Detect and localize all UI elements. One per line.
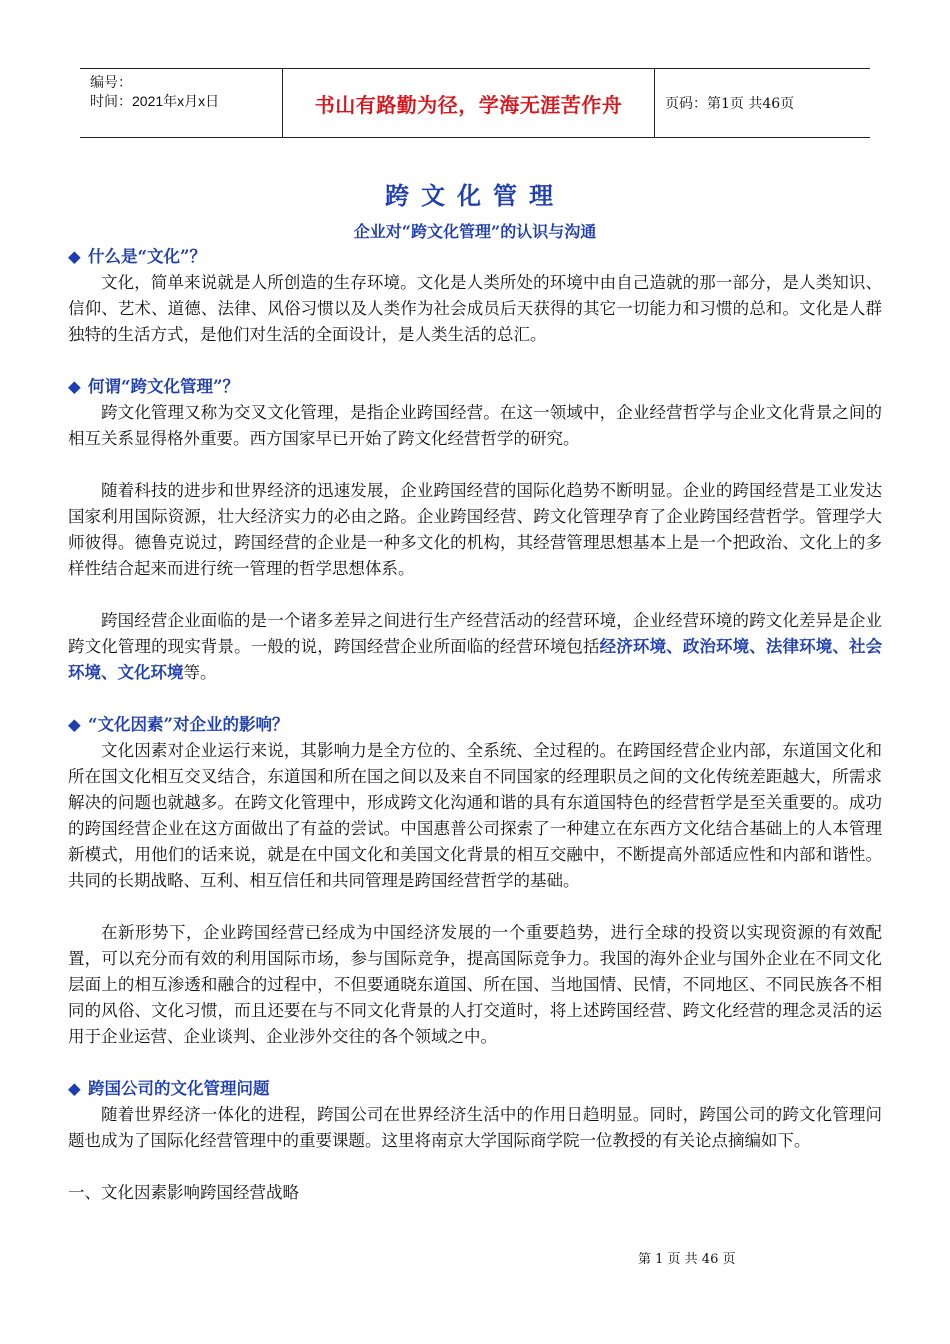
- time-label: 时间：2021年x月x日: [90, 93, 220, 109]
- diamond-bullet-icon: ◆: [68, 715, 81, 734]
- separator: 、: [832, 637, 849, 656]
- header-motto-cell: [282, 69, 655, 137]
- separator: 、: [101, 663, 118, 682]
- document-title: 跨文化管理: [385, 181, 565, 210]
- highlight-term: 社会环境: [68, 637, 883, 682]
- paragraph: 随着世界经济一体化的进程，跨国公司在世界经济生活中的作用日趋明显。同时，跨国公司的跨文化管理问题也成为了国际化经营管理中的重要课题。这里将南京大学国际商学院一位教授的有关论点摘编如下。: [68, 1105, 882, 1150]
- paragraph: 随着科技的进步和世界经济的迅速发展，企业跨国经营的国际化趋势不断明显。企业的跨国经营是工业发达国家利用国际资源，壮大经济实力的必由之路。企业跨国经营、跨文化管理孕育了企业跨国经营哲学。管理学大师彼得。德鲁克说过，跨国经营的企业是一种多文化的机构，其经营管理思想基本上是一个把政治、文化上的多样性结合起来而进行统一管理的哲学思想体系。: [68, 481, 882, 578]
- section-heading-3: [68, 712, 882, 738]
- highlight-term: 文化环境: [117, 663, 184, 682]
- section-heading-text: 什么是“文化”？: [88, 247, 206, 266]
- subsection-heading: 一、文化因素影响跨国经营战略: [68, 1183, 299, 1202]
- paragraph: 跨文化管理又称为交叉文化管理，是指企业跨国经营。在这一领域中，企业经营哲学与企业文化背景之间的相互关系显得格外重要。西方国家早已开始了跨文化经营哲学的研究。: [68, 403, 882, 448]
- paragraph-text: 跨国经营企业面临的是一个诸多差异之间进行生产经营活动的经营环境，企业经营环境的跨文化差异是企业跨文化管理的现实背景。一般的说，跨国经营企业所面临的经营环境包括: [68, 611, 882, 656]
- diamond-bullet-icon: ◆: [68, 1079, 81, 1098]
- highlight-term: 政治环境: [682, 637, 750, 656]
- header-page-cell: [655, 69, 870, 137]
- section-heading-2: [68, 374, 882, 400]
- page-footer: 第 1 页 共 46 页: [638, 1252, 736, 1267]
- diamond-bullet-icon: ◆: [68, 377, 81, 396]
- paragraph: 文化，简单来说就是人所创造的生存环境。文化是人类所处的环境中由自己造就的那一部分，是人类知识、信仰、艺术、道德、法律、风俗习惯以及人类作为社会成员后天获得的其它一切能力和习惯的总和。文化是人群独特的生活方式，是他们对生活的全面设计，是人类生活的总汇。: [68, 273, 882, 344]
- section-heading-1: [68, 244, 882, 270]
- paragraph-text: 等。: [183, 663, 217, 682]
- section-heading-text: 跨国公司的文化管理问题: [88, 1079, 270, 1098]
- section-heading-text: “文化因素”对企业的影响？: [88, 715, 289, 734]
- highlight-term: 经济环境: [599, 637, 667, 656]
- page-label: 页码：第1页 共46页: [665, 96, 795, 112]
- separator: 、: [666, 637, 683, 656]
- number-label: 编号：: [90, 74, 132, 90]
- document-subtitle: 企业对“跨文化管理”的认识与沟通: [353, 222, 597, 241]
- separator: 、: [749, 637, 766, 656]
- section-heading-text: 何谓“跨文化管理”？: [88, 377, 239, 396]
- header-meta: [80, 69, 282, 137]
- header-table: [80, 68, 870, 138]
- highlight-term: 法律环境: [765, 637, 833, 656]
- section-heading-4: [68, 1076, 882, 1102]
- diamond-bullet-icon: ◆: [68, 247, 81, 266]
- paragraph: 在新形势下，企业跨国经营已经成为中国经济发展的一个重要趋势，进行全球的投资以实现资源的有效配置，可以充分而有效的利用国际市场，参与国际竞争，提高国际竞争力。我国的海外企业与国外企业在不同文化层面上的相互渗透和融合的过程中，不但要通晓东道国、所在国、当地国情、民情，不同地区、不同民族各不相同的风俗、文化习惯，而且还要在与不同文化背景的人打交道时，将上述跨国经营、跨文化经营的理念灵活的运用于企业运营、企业谈判、企业涉外交往的各个领域之中。: [68, 923, 882, 1046]
- motto: 书山有路勤为径，学海无涯苦作舟: [314, 92, 623, 117]
- paragraph: [68, 608, 882, 686]
- document-body: [68, 244, 882, 1206]
- paragraph: 文化因素对企业运行来说，其影响力是全方位的、全系统、全过程的。在跨国经营企业内部，东道国文化和所在国文化相互交叉结合，东道国和所在国之间以及来自不同国家的经理职员之间的文化传统差距越大，所需求解决的问题也就越多。在跨文化管理中，形成跨文化沟通和谐的具有东道国特色的经营哲学是至关重要的。成功的跨国经营企业在这方面做出了有益的尝试。中国惠普公司探索了一种建立在东西方文化结合基础上的人本管理新模式，用他们的话来说，就是在中国文化和美国文化背景的相互交融中，不断提高外部适应性和内部和谐性。共同的长期战略、互利、相互信任和共同管理是跨国经营哲学的基础。: [68, 741, 882, 890]
